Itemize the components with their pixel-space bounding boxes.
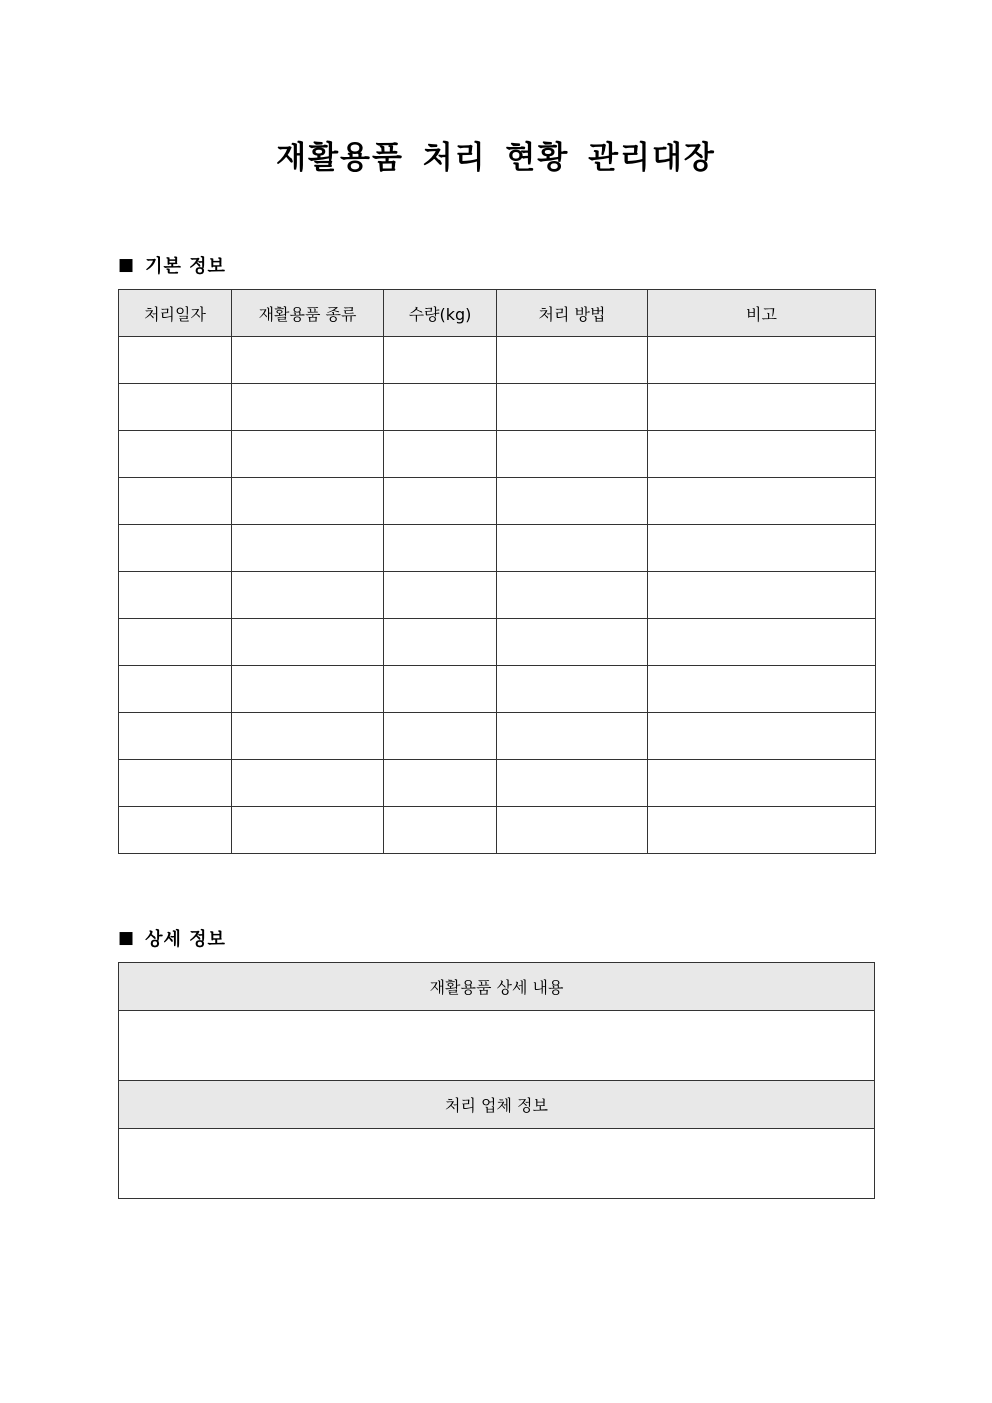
- cell-remarks[interactable]: [648, 666, 876, 713]
- cell-date[interactable]: [119, 807, 232, 854]
- cell-type[interactable]: [232, 807, 384, 854]
- cell-quantity[interactable]: [384, 525, 497, 572]
- cell-date[interactable]: [119, 525, 232, 572]
- cell-remarks[interactable]: [648, 337, 876, 384]
- cell-method[interactable]: [497, 431, 648, 478]
- cell-remarks[interactable]: [648, 619, 876, 666]
- cell-method[interactable]: [497, 384, 648, 431]
- cell-type[interactable]: [232, 760, 384, 807]
- cell-type[interactable]: [232, 478, 384, 525]
- page-title: 재활용품 처리 현황 관리대장: [276, 140, 716, 176]
- detail-header-recyclable-content: 재활용품 상세 내용: [119, 963, 875, 1011]
- table-row: [119, 337, 876, 384]
- cell-date[interactable]: [119, 478, 232, 525]
- cell-quantity[interactable]: [384, 431, 497, 478]
- cell-quantity[interactable]: [384, 713, 497, 760]
- table-row: [119, 713, 876, 760]
- cell-quantity[interactable]: [384, 619, 497, 666]
- table-header-row: [119, 290, 876, 337]
- table-row: [119, 431, 876, 478]
- cell-quantity[interactable]: [384, 572, 497, 619]
- column-header-remarks: 비고: [648, 290, 876, 337]
- section-heading-basic: [118, 252, 226, 278]
- cell-date[interactable]: [119, 713, 232, 760]
- cell-remarks[interactable]: [648, 525, 876, 572]
- cell-date[interactable]: [119, 666, 232, 713]
- cell-type[interactable]: [232, 525, 384, 572]
- cell-quantity[interactable]: [384, 807, 497, 854]
- cell-remarks[interactable]: [648, 478, 876, 525]
- cell-quantity[interactable]: [384, 337, 497, 384]
- square-bullet-icon: ■: [118, 928, 136, 948]
- basic-info-table: [118, 289, 876, 854]
- table-row: [119, 807, 876, 854]
- cell-method[interactable]: [497, 337, 648, 384]
- cell-type[interactable]: [232, 666, 384, 713]
- section-heading-detail: [118, 925, 226, 951]
- detail-header-vendor-info: 처리 업체 정보: [119, 1081, 875, 1129]
- cell-type[interactable]: [232, 619, 384, 666]
- cell-date[interactable]: [119, 572, 232, 619]
- detail-header-row: [119, 1081, 875, 1129]
- cell-date[interactable]: [119, 384, 232, 431]
- detail-field-vendor-info[interactable]: [119, 1129, 875, 1199]
- square-bullet-icon: ■: [118, 255, 136, 275]
- detail-header-row: [119, 963, 875, 1011]
- cell-method[interactable]: [497, 760, 648, 807]
- cell-quantity[interactable]: [384, 760, 497, 807]
- column-header-quantity: 수량(kg): [384, 290, 497, 337]
- detail-info-table: [118, 962, 875, 1199]
- cell-type[interactable]: [232, 713, 384, 760]
- cell-method[interactable]: [497, 619, 648, 666]
- cell-date[interactable]: [119, 619, 232, 666]
- cell-quantity[interactable]: [384, 478, 497, 525]
- cell-remarks[interactable]: [648, 572, 876, 619]
- cell-date[interactable]: [119, 431, 232, 478]
- cell-method[interactable]: [497, 713, 648, 760]
- cell-remarks[interactable]: [648, 431, 876, 478]
- cell-type[interactable]: [232, 337, 384, 384]
- cell-method[interactable]: [497, 525, 648, 572]
- column-header-type: 재활용품 종류: [232, 290, 384, 337]
- cell-remarks[interactable]: [648, 384, 876, 431]
- cell-remarks[interactable]: [648, 760, 876, 807]
- table-row: [119, 384, 876, 431]
- table-row: [119, 760, 876, 807]
- cell-type[interactable]: [232, 572, 384, 619]
- column-header-date: 처리일자: [119, 290, 232, 337]
- table-row: [119, 525, 876, 572]
- cell-method[interactable]: [497, 807, 648, 854]
- detail-content-row: [119, 1129, 875, 1199]
- section-heading-label: 기본 정보: [145, 256, 226, 277]
- table-row: [119, 619, 876, 666]
- cell-remarks[interactable]: [648, 807, 876, 854]
- cell-type[interactable]: [232, 384, 384, 431]
- cell-date[interactable]: [119, 337, 232, 384]
- cell-remarks[interactable]: [648, 713, 876, 760]
- cell-date[interactable]: [119, 760, 232, 807]
- section-heading-label: 상세 정보: [145, 929, 226, 950]
- cell-quantity[interactable]: [384, 666, 497, 713]
- table-row: [119, 478, 876, 525]
- cell-type[interactable]: [232, 431, 384, 478]
- column-header-method: 처리 방법: [497, 290, 648, 337]
- detail-content-row: [119, 1011, 875, 1081]
- cell-method[interactable]: [497, 572, 648, 619]
- cell-quantity[interactable]: [384, 384, 497, 431]
- table-row: [119, 666, 876, 713]
- detail-field-recyclable-content[interactable]: [119, 1011, 875, 1081]
- cell-method[interactable]: [497, 478, 648, 525]
- table-row: [119, 572, 876, 619]
- cell-method[interactable]: [497, 666, 648, 713]
